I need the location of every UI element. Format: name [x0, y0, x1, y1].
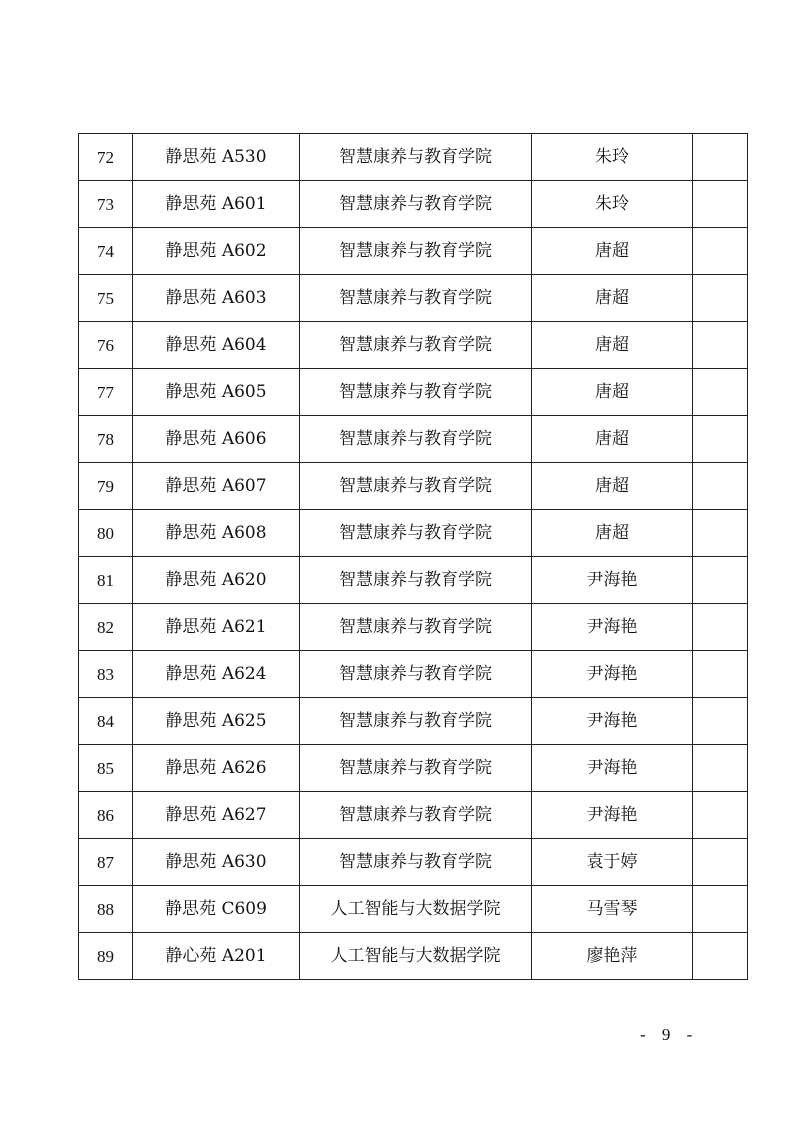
cell-person: 尹海艳 — [532, 651, 693, 698]
cell-number: 82 — [79, 604, 133, 651]
cell-college: 智慧康养与教育学院 — [300, 745, 532, 792]
cell-number: 73 — [79, 181, 133, 228]
cell-room: 静思苑 A601 — [133, 181, 300, 228]
cell-room: 静思苑 A607 — [133, 463, 300, 510]
table-row — [79, 228, 748, 275]
cell-number: 77 — [79, 369, 133, 416]
cell-person: 唐超 — [532, 322, 693, 369]
cell-person: 朱玲 — [532, 181, 693, 228]
cell-note — [693, 510, 748, 557]
table-row — [79, 510, 748, 557]
table-row — [79, 933, 748, 980]
cell-room: 静思苑 A626 — [133, 745, 300, 792]
cell-number: 78 — [79, 416, 133, 463]
cell-person: 唐超 — [532, 228, 693, 275]
cell-college: 人工智能与大数据学院 — [300, 886, 532, 933]
cell-note — [693, 839, 748, 886]
cell-college: 智慧康养与教育学院 — [300, 792, 532, 839]
cell-college: 智慧康养与教育学院 — [300, 181, 532, 228]
cell-number: 76 — [79, 322, 133, 369]
cell-person: 尹海艳 — [532, 792, 693, 839]
cell-note — [693, 933, 748, 980]
cell-number: 87 — [79, 839, 133, 886]
cell-room: 静思苑 A624 — [133, 651, 300, 698]
cell-note — [693, 275, 748, 322]
table-row — [79, 745, 748, 792]
table-row — [79, 886, 748, 933]
cell-number: 86 — [79, 792, 133, 839]
cell-number: 72 — [79, 134, 133, 181]
cell-number: 85 — [79, 745, 133, 792]
cell-person: 马雪琴 — [532, 886, 693, 933]
cell-college: 智慧康养与教育学院 — [300, 275, 532, 322]
cell-note — [693, 181, 748, 228]
cell-note — [693, 134, 748, 181]
cell-college: 智慧康养与教育学院 — [300, 557, 532, 604]
cell-note — [693, 228, 748, 275]
cell-person: 唐超 — [532, 369, 693, 416]
table-row — [79, 369, 748, 416]
cell-person: 朱玲 — [532, 134, 693, 181]
table-row — [79, 557, 748, 604]
cell-college: 智慧康养与教育学院 — [300, 839, 532, 886]
cell-college: 智慧康养与教育学院 — [300, 604, 532, 651]
cell-room: 静思苑 A630 — [133, 839, 300, 886]
cell-note — [693, 745, 748, 792]
cell-person: 唐超 — [532, 416, 693, 463]
table-row — [79, 275, 748, 322]
cell-number: 83 — [79, 651, 133, 698]
table-row — [79, 416, 748, 463]
cell-note — [693, 651, 748, 698]
cell-person: 廖艳萍 — [532, 933, 693, 980]
table-row — [79, 792, 748, 839]
cell-person: 尹海艳 — [532, 604, 693, 651]
cell-room: 静思苑 A603 — [133, 275, 300, 322]
cell-college: 智慧康养与教育学院 — [300, 369, 532, 416]
cell-room: 静思苑 A604 — [133, 322, 300, 369]
cell-person: 唐超 — [532, 510, 693, 557]
cell-note — [693, 463, 748, 510]
dormitory-table — [78, 133, 748, 980]
cell-note — [693, 792, 748, 839]
cell-note — [693, 604, 748, 651]
cell-number: 84 — [79, 698, 133, 745]
cell-person: 唐超 — [532, 463, 693, 510]
cell-room: 静思苑 A625 — [133, 698, 300, 745]
table-row — [79, 322, 748, 369]
cell-note — [693, 416, 748, 463]
cell-note — [693, 369, 748, 416]
cell-person: 尹海艳 — [532, 557, 693, 604]
page-number: - 9 - — [640, 1025, 699, 1044]
table-row — [79, 839, 748, 886]
cell-room: 静思苑 A530 — [133, 134, 300, 181]
cell-college: 智慧康养与教育学院 — [300, 228, 532, 275]
cell-college: 人工智能与大数据学院 — [300, 933, 532, 980]
cell-person: 尹海艳 — [532, 698, 693, 745]
cell-room: 静思苑 A627 — [133, 792, 300, 839]
cell-person: 唐超 — [532, 275, 693, 322]
cell-college: 智慧康养与教育学院 — [300, 698, 532, 745]
cell-person: 袁于婷 — [532, 839, 693, 886]
cell-note — [693, 322, 748, 369]
cell-number: 75 — [79, 275, 133, 322]
cell-number: 81 — [79, 557, 133, 604]
table-row — [79, 604, 748, 651]
cell-number: 74 — [79, 228, 133, 275]
cell-note — [693, 557, 748, 604]
cell-note — [693, 886, 748, 933]
cell-room: 静思苑 A602 — [133, 228, 300, 275]
cell-college: 智慧康养与教育学院 — [300, 416, 532, 463]
cell-college: 智慧康养与教育学院 — [300, 510, 532, 557]
cell-room: 静思苑 A606 — [133, 416, 300, 463]
table-row — [79, 181, 748, 228]
cell-room: 静思苑 A621 — [133, 604, 300, 651]
cell-room: 静思苑 A608 — [133, 510, 300, 557]
table-row — [79, 651, 748, 698]
cell-room: 静思苑 A605 — [133, 369, 300, 416]
cell-number: 89 — [79, 933, 133, 980]
cell-room: 静心苑 A201 — [133, 933, 300, 980]
cell-number: 88 — [79, 886, 133, 933]
cell-college: 智慧康养与教育学院 — [300, 463, 532, 510]
cell-number: 79 — [79, 463, 133, 510]
cell-college: 智慧康养与教育学院 — [300, 134, 532, 181]
cell-college: 智慧康养与教育学院 — [300, 651, 532, 698]
table-body — [79, 134, 748, 980]
cell-person: 尹海艳 — [532, 745, 693, 792]
table-row — [79, 698, 748, 745]
cell-room: 静思苑 A620 — [133, 557, 300, 604]
cell-college: 智慧康养与教育学院 — [300, 322, 532, 369]
cell-room: 静思苑 C609 — [133, 886, 300, 933]
cell-number: 80 — [79, 510, 133, 557]
table-row — [79, 134, 748, 181]
table-row — [79, 463, 748, 510]
cell-note — [693, 698, 748, 745]
